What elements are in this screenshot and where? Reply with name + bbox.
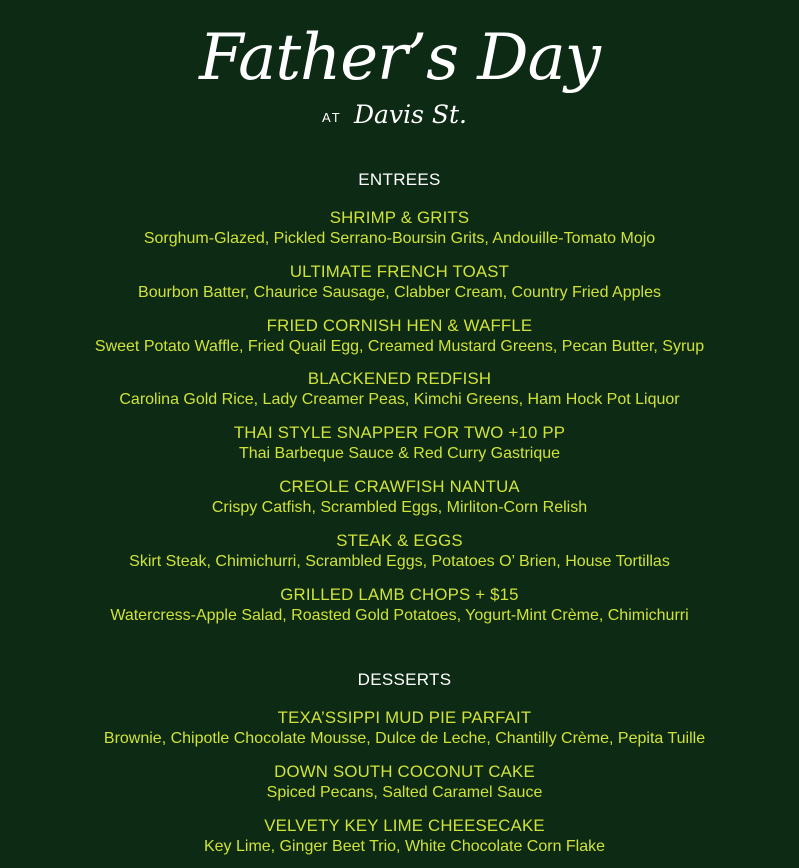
item-name: DOWN SOUTH COCONUT CAKE <box>274 761 535 781</box>
item-name: VELVETY KEY LIME CHEESECAKE <box>264 815 545 835</box>
menu-item <box>0 261 799 303</box>
item-description: Brownie, Chipotle Chocolate Mousse, Dulce de Leche, Chantilly Crème, Pepita Tuille <box>103 730 706 747</box>
menu-item <box>0 207 799 249</box>
item-description: Crispy Catfish, Scrambled Eggs, Mirliton-Corn Relish <box>211 498 588 516</box>
item-name: BLACKENED REDFISH <box>307 369 492 389</box>
item-name: GRILLED LAMB CHOPS + $15 <box>280 584 519 604</box>
section-title-entrees: ENTREES <box>358 170 441 189</box>
venue-logo: Davis St. <box>354 100 467 129</box>
menu-header <box>0 0 799 150</box>
item-description: Thai Barbeque Sauce & Red Curry Gastrique <box>238 445 561 463</box>
item-description: Spiced Pecans, Salted Caramel Sauce <box>266 783 543 801</box>
menu-item <box>0 707 799 749</box>
menu-title: Father’s Day <box>199 21 600 95</box>
desserts-list <box>0 707 799 857</box>
item-description: Key Lime, Ginger Beet Trio, White Chocolate Corn Flake <box>203 837 606 855</box>
menu-item <box>0 368 799 410</box>
item-name: ULTIMATE FRENCH TOAST <box>289 261 510 281</box>
menu-item <box>0 422 799 464</box>
at-label: AT <box>322 110 342 125</box>
item-name: TEXA’SSIPPI MUD PIE PARFAIT <box>277 708 532 727</box>
item-description: Watercress-Apple Salad, Roasted Gold Potatoes, Yogurt-Mint Crème, Chimichurri <box>110 606 689 624</box>
menu-item <box>0 761 799 803</box>
menu-item <box>0 584 799 626</box>
entrees-section <box>0 169 799 637</box>
item-name: STEAK & EGGS <box>336 530 463 550</box>
item-name: THAI STYLE SNAPPER FOR TWO +10 PP <box>233 423 566 443</box>
menu-item <box>0 530 799 572</box>
menu-item <box>0 815 799 857</box>
entrees-list <box>0 207 799 626</box>
item-description: Carolina Gold Rice, Lady Creamer Peas, Kimchi Greens, Ham Hock Pot Liquor <box>119 391 680 409</box>
item-name: FRIED CORNISH HEN & WAFFLE <box>266 315 533 335</box>
section-title-desserts: DESSERTS <box>357 670 452 689</box>
item-description: Sorghum-Glazed, Pickled Serrano-Boursin Grits, Andouille-Tomato Mojo <box>143 230 656 247</box>
menu-item <box>0 315 799 357</box>
item-description: Sweet Potato Waffle, Fried Quail Egg, Creamed Mustard Greens, Pecan Butter, Syrup <box>94 337 705 355</box>
menu-item <box>0 476 799 518</box>
desserts-section <box>0 669 799 868</box>
item-description: Skirt Steak, Chimichurri, Scrambled Eggs, Potatoes O’ Brien, House Tortillas <box>129 552 670 570</box>
item-name: SHRIMP & GRITS <box>329 208 470 227</box>
item-description: Bourbon Batter, Chaurice Sausage, Clabber Cream, Country Fried Apples <box>138 283 661 301</box>
item-name: CREOLE CRAWFISH NANTUA <box>279 476 520 496</box>
